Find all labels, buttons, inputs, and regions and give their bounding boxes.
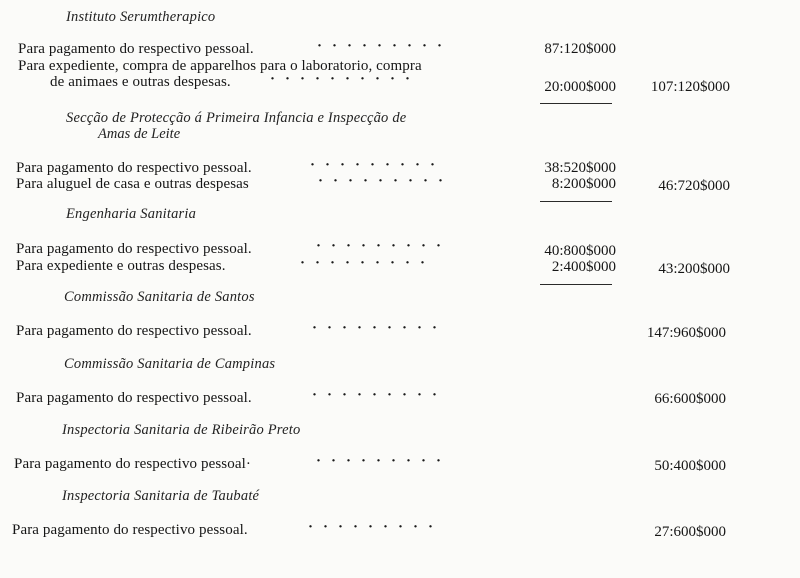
section-title: Engenharia Sanitaria (66, 206, 197, 222)
item-text: Para expediente, compra de apparelhos para o laboratorio, compra (18, 58, 422, 74)
leader-dots: ·········· (270, 71, 421, 87)
item-text: de animaes e outras despesas. (50, 74, 231, 90)
section-title: Commissão Sanitaria de Santos (64, 289, 255, 305)
leader-dots: ········· (318, 173, 454, 189)
leader-dots: ········· (316, 238, 452, 254)
item-amount: 40:800$000 (544, 243, 616, 259)
item-amount: 2:400$000 (551, 259, 616, 275)
section-title: Commissão Sanitaria de Campinas (64, 356, 276, 372)
subtotal-rule (540, 284, 612, 285)
leader-dots: ········· (312, 387, 448, 403)
item-text: Para pagamento do respectivo pessoal. (16, 241, 252, 257)
item-amount: 38:520$000 (544, 160, 616, 176)
item-text: Para aluguel de casa e outras despesas (16, 176, 249, 192)
item-text: Para pagamento do respectivo pessoal. (18, 41, 254, 57)
item-amount: 8:200$000 (551, 176, 616, 192)
leader-dots: ········· (312, 320, 448, 336)
item-text: Para pagamento do respectivo pessoal. (16, 160, 252, 176)
section-total: 107:120$000 (650, 79, 730, 95)
item-text: Para pagamento do respectivo pessoal. (16, 323, 252, 339)
leader-dots: ········· (317, 38, 453, 54)
leader-dots: ········· (300, 255, 436, 271)
section-total: 147:960$000 (646, 325, 726, 341)
section-title: Inspectoria Sanitaria de Taubaté (62, 488, 260, 504)
section-total: 50:400$000 (654, 458, 726, 474)
section-total: 46:720$000 (658, 178, 730, 194)
section-title: Secção de Protecção á Primeira Infancia e Inspecção de (66, 110, 407, 126)
section-total: 66:600$000 (654, 391, 726, 407)
leader-dots: ········· (316, 453, 452, 469)
item-text: Para pagamento do respectivo pessoal. (12, 522, 248, 538)
section-title-cont: Amas de Leite (98, 126, 181, 142)
subtotal-rule (540, 201, 612, 202)
section-total: 43:200$000 (658, 261, 730, 277)
item-amount: 87:120$000 (544, 41, 616, 57)
item-text: Para pagamento do respectivo pessoal. (16, 390, 252, 406)
leader-dots: ········· (310, 157, 446, 173)
subtotal-rule (540, 103, 612, 104)
item-text: Para expediente e outras despesas. (16, 258, 226, 274)
item-amount: 20:000$000 (544, 79, 616, 95)
section-total: 27:600$000 (654, 524, 726, 540)
section-title: Inspectoria Sanitaria de Ribeirão Preto (62, 422, 301, 438)
leader-dots: ········· (308, 519, 444, 535)
section-title: Instituto Serumtherapico (66, 9, 216, 25)
item-text: Para pagamento do respectivo pessoal· (14, 456, 251, 472)
